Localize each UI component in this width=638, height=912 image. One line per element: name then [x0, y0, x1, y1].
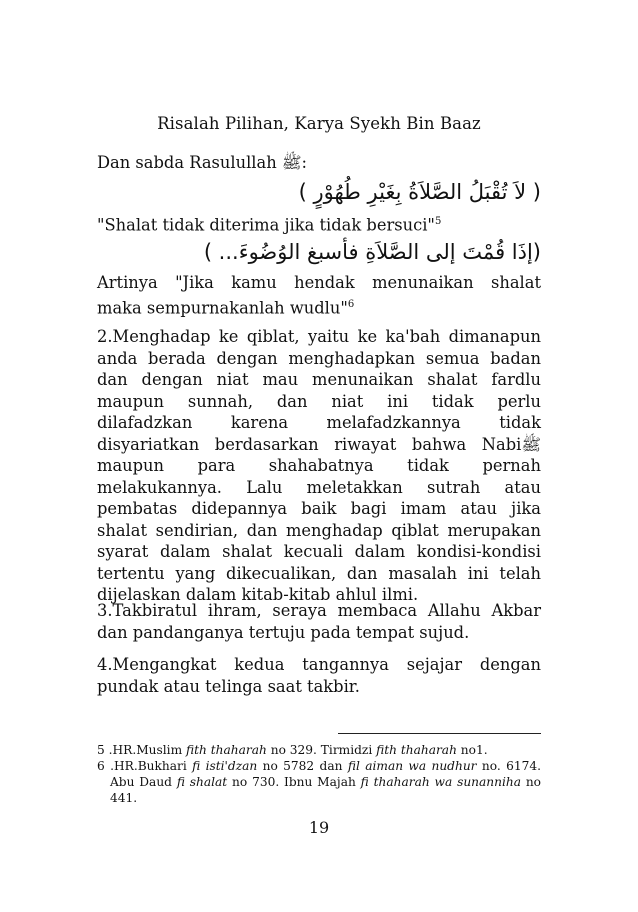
paragraph-3	[97, 600, 541, 643]
artinya-line: Artinya "Jika kamu hendak menunaikan shalat	[97, 273, 541, 292]
translation-1	[97, 211, 541, 235]
para4-line: pundak atau telinga saat takbir.	[97, 676, 360, 696]
para2-line: 2.Menghadap ke qiblat, yaitu ke ka'bah dimanapun	[97, 327, 541, 346]
para2-line: dilafadzkan karena melafadzkannya tidak	[97, 413, 541, 432]
para2-line: syarat dalam shalat kecuali dalam kondisi-kondisi	[97, 542, 541, 561]
para2-line: melakukannya. Lalu meletakkan sutrah atau	[97, 477, 541, 497]
para2-line: dan dengan niat mau menunaikan shalat fardlu	[97, 370, 541, 389]
para3-line: dan pandanganya tertuju pada tempat sujud.	[97, 622, 470, 642]
footnote-6: 6 .HR.Bukhari fi isti'dzan no 5782 dan fil aiman wa nudhur no. 6174. Abu Daud fi shalat no 730. Ibnu Majah fi thaharah wa sunanniha no 441.	[97, 759, 542, 805]
translation-1-text: "Shalat tidak diterima jika tidak bersuci"	[97, 215, 435, 235]
footnote-divider	[338, 733, 541, 734]
artinya-paragraph	[97, 272, 541, 318]
para4-line: 4.Mengangkat kedua tangannya sejajar dengan	[97, 655, 541, 674]
para3-line: 3.Takbiratul ihram, seraya membaca Allahu Akbar	[97, 601, 541, 620]
para2-line: shalat sendirian, dan menghadap qiblat merupakan	[97, 520, 541, 540]
para2-line: dijelaskan dalam kitab-kitab ahlul ilmi.	[97, 585, 419, 604]
footnote-ref-6: 6	[347, 298, 355, 310]
para2-line: maupun sunnah, dan niat ini tidak perlu	[97, 391, 541, 411]
para2-line: anda berada dengan menghadapkan semua badan	[97, 348, 541, 368]
running-header: Risalah Pilihan, Karya Syekh Bin Baaz	[157, 114, 481, 133]
paragraph-4	[97, 654, 541, 697]
arabic-hadith-1: ( لاَ تُقْبَلُ الصَّلاَةُ بِغَيْرِ طُهُوْرٍ )	[298, 180, 541, 204]
footnote-5: 5 .HR.Muslim fith thaharah no 329. Tirmidzi fith thaharah no1.	[97, 743, 488, 757]
para2-line: tertentu yang dikecualikan, dan masalah ini telah	[97, 563, 541, 583]
footnote-ref-5: 5	[434, 216, 442, 227]
arabic-hadith-2: (إذَا قُمْتَ إلى الصَّلاَةِ فأسبغ الوُضُوءَ... )	[203, 240, 541, 264]
para2-line: maupun para shahabatnya tidak pernah	[97, 456, 541, 475]
paragraph-2	[97, 326, 541, 606]
intro-line: Dan sabda Rasulullah ﷺ:	[97, 153, 308, 172]
para2-line: pembatas didepannya baik bagi imam atau jika	[97, 499, 541, 518]
page-number: 19	[308, 818, 330, 837]
para2-line: disyariatkan berdasarkan riwayat bahwa Nabiﷺ	[97, 434, 541, 454]
artinya-line: maka sempurnakanlah wudlu"$^6$	[97, 297, 355, 317]
